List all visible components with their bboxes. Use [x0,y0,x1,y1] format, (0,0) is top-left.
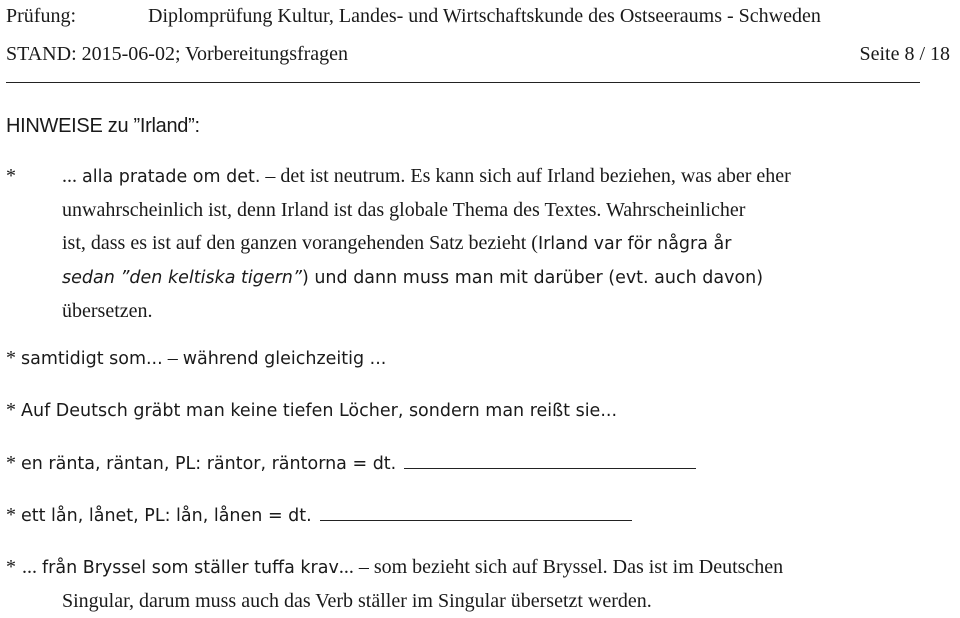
translation-label: = dt. [346,454,397,474]
entry-line [62,160,950,194]
answer-blank [404,450,696,469]
entry-line [62,227,950,261]
entry-line [62,261,950,295]
entry-line [6,342,950,376]
note-entry-1 [6,160,950,328]
entry-bullet: * [6,556,16,578]
note-entry-5 [6,499,950,533]
exam-title: Diplomprüfung Kultur, Landes- und Wirtschaftskunde des Ostseeraums - Schweden [148,5,821,27]
entry-bullet: * [6,399,21,421]
entry-line: Singular, darum muss auch das Verb ställer im Singular übersetzt werden. [62,590,652,612]
entry-line [22,551,950,585]
dash: – [162,347,183,369]
swedish-phrase: från Bryssel som ställer tuffa krav [42,558,339,578]
header-rule [6,82,920,83]
entry-bullet: * [6,347,21,369]
entry-line [6,394,950,428]
swedish-phrase: en ränta, räntan, PL: räntor, räntorna [21,454,347,474]
note-entry-2 [6,342,950,376]
answer-blank [320,502,632,521]
section-heading: HINWEISE zu ”Irland”: [6,115,200,137]
swedish-phrase: samtidigt som... [21,349,163,369]
note-entry-4 [6,447,950,481]
swedish-phrase: ett lån, lånet, PL: lån, lånen [21,506,263,526]
exam-label: Prüfung: [6,5,76,27]
entry-text [6,342,950,376]
entry-line: übersetzen. [62,300,153,322]
entry-text [6,394,950,428]
entry-bullet: * [6,165,16,187]
explanation: ) und dann muss man mit [301,268,534,288]
german-phrase: darüber (evt. auch davon) [533,268,764,288]
ellipsis: ... [62,165,82,187]
entry-text [6,447,950,481]
entry-bullet: * [6,504,21,526]
explanation: – det ist neutrum. Es kann sich auf Irland beziehen, was aber eher [260,165,791,187]
german-phrase: Auf Deutsch gräbt man keine tiefen Löcher, sondern man reißt sie... [21,401,618,421]
german-phrase: während gleichzeitig ... [182,349,387,369]
entry-line: unwahrscheinlich ist, denn Irland ist das globale Thema des Textes. Wahrscheinlicher [62,199,746,221]
entry-bullet: * [6,452,21,474]
entry-text [62,160,950,328]
stand-text: STAND: 2015-06-02; Vorbereitungsfragen [6,43,349,65]
entry-line [6,447,950,481]
ellipsis: ... [22,556,42,578]
entry-text [22,551,950,618]
entry-line [6,499,950,533]
page-number: Seite 8 / 18 [859,43,950,65]
swedish-phrase: Irland var för några år [537,234,732,254]
swedish-phrase: alla pratade om det. [82,167,261,187]
swedish-phrase-italic: sedan ”den keltiska tigern” [62,268,302,288]
translation-label: = dt. [262,506,312,526]
note-entry-6 [6,551,950,618]
explanation: ... – som bezieht sich auf Bryssel. Das ist im Deutschen [338,556,784,578]
note-entry-3 [6,394,950,428]
entry-text [6,499,950,533]
explanation: ist, dass es ist auf den ganzen vorangehenden Satz bezieht ( [62,232,538,254]
